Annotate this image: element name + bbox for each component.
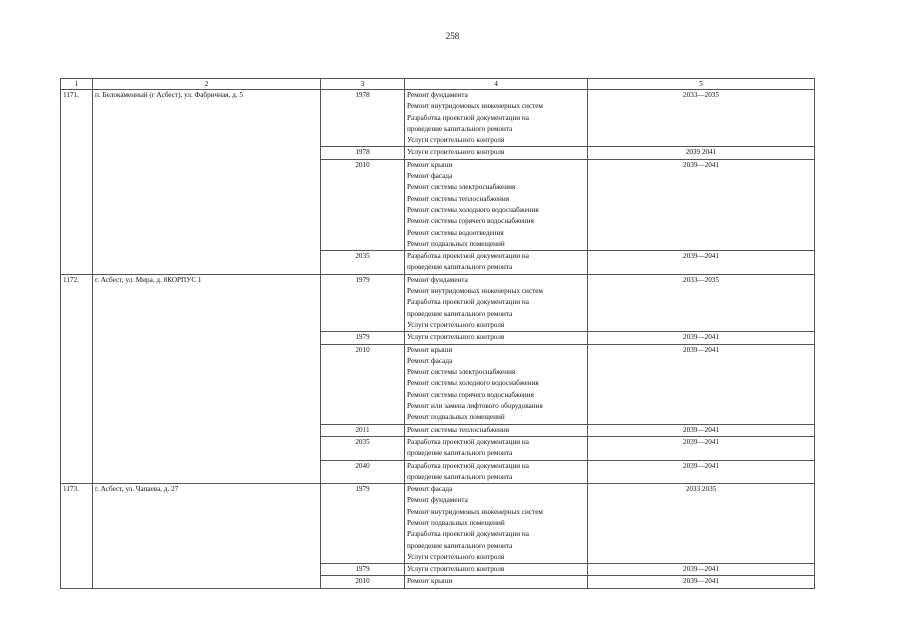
work-item: Разработка проектной документации на <box>407 298 529 307</box>
work-item: проведение капитального ремонта <box>407 449 513 458</box>
work-item: Ремонт крыши <box>407 577 453 586</box>
work-item: проведение капитального ремонта <box>407 124 513 133</box>
work-item: Ремонт подвальных помещений <box>407 413 505 422</box>
works-cell <box>405 576 588 588</box>
works-cell <box>405 159 588 250</box>
table-row <box>61 90 815 147</box>
work-item: Разработка проектной документации на <box>407 530 529 539</box>
period-cell: 2039—2041 <box>588 332 815 344</box>
works-cell <box>405 436 588 460</box>
work-item: Ремонт внутридомовых инженерных систем <box>407 287 543 296</box>
period-cell: 2039—2041 <box>588 424 815 436</box>
works-cell <box>405 251 588 275</box>
work-item: Ремонт подвальных помещений <box>407 239 505 248</box>
period-cell: 2039—2041 <box>588 564 815 576</box>
year-cell: 2010 <box>321 344 405 424</box>
work-item: Ремонт крыши <box>407 160 453 169</box>
year-cell: 2010 <box>321 576 405 588</box>
work-item: Ремонт фасада <box>407 485 453 494</box>
period-cell: 2039—2041 <box>588 576 815 588</box>
item-number: 1172. <box>61 274 93 483</box>
work-item: Ремонт системы теплоснабжения <box>407 425 510 434</box>
year-cell: 2040 <box>321 460 405 484</box>
work-item: Ремонт внутридомовых инженерных систем <box>407 102 543 111</box>
works-cell <box>405 564 588 576</box>
works-cell <box>405 147 588 159</box>
work-item: Ремонт системы теплоснабжения <box>407 194 510 203</box>
work-item: Ремонт фундамента <box>407 275 468 284</box>
table-body <box>61 90 815 589</box>
column-header: 2 <box>93 79 321 90</box>
column-header: 3 <box>321 79 405 90</box>
work-item: Услуги строительного контроля <box>407 320 505 329</box>
period-cell: 2033—2035 <box>588 274 815 331</box>
work-item: Ремонт фундамента <box>407 91 468 99</box>
work-item: проведение капитального ремонта <box>407 472 513 481</box>
work-item: Ремонт крыши <box>407 345 453 354</box>
page-number: 258 <box>445 31 460 41</box>
work-item: Ремонт системы холодного водоснабжения <box>407 379 539 388</box>
year-cell: 1978 <box>321 90 405 147</box>
works-cell <box>405 332 588 344</box>
works-cell <box>405 460 588 484</box>
item-number: 1171. <box>61 90 93 275</box>
period-cell: 2039—2041 <box>588 460 815 484</box>
period-cell: 2039 2041 <box>588 147 815 159</box>
works-cell <box>405 274 588 331</box>
column-header: 5 <box>588 79 815 90</box>
work-item: Разработка проектной документации на <box>407 437 529 446</box>
work-item: Ремонт системы электроснабжения <box>407 368 516 377</box>
work-item: Услуги строительного контроля <box>407 136 505 145</box>
work-item: Услуги строительного контроля <box>407 148 505 157</box>
year-cell: 2035 <box>321 436 405 460</box>
year-cell: 1979 <box>321 564 405 576</box>
period-cell: 2033—2035 <box>588 90 815 147</box>
column-header: 4 <box>405 79 588 90</box>
period-cell: 2039—2041 <box>588 436 815 460</box>
building-address: г. Асбест, ул. Чапаева, д. 27 <box>93 484 321 589</box>
period-cell: 2039—2041 <box>588 251 815 275</box>
period-cell: 2039—2041 <box>588 344 815 424</box>
table-row <box>61 484 815 564</box>
work-item: проведение капитального ремонта <box>407 309 513 318</box>
capital-repair-table <box>60 78 815 589</box>
work-item: Ремонт внутридомовых инженерных систем <box>407 507 543 516</box>
year-cell: 1978 <box>321 147 405 159</box>
work-item: проведение капитального ремонта <box>407 541 513 550</box>
year-cell: 1979 <box>321 274 405 331</box>
year-cell: 2010 <box>321 159 405 250</box>
work-item: Разработка проектной документации на <box>407 461 529 470</box>
works-cell <box>405 344 588 424</box>
period-cell: 2033 2035 <box>588 484 815 564</box>
year-cell: 2011 <box>321 424 405 436</box>
work-item: Разработка проектной документации на <box>407 252 529 261</box>
work-item: проведение капитального ремонта <box>407 263 513 272</box>
work-item: Услуги строительного контроля <box>407 552 505 561</box>
year-cell: 2035 <box>321 251 405 275</box>
work-item: Ремонт фундамента <box>407 496 468 505</box>
item-number: 1173. <box>61 484 93 589</box>
work-item: Ремонт системы горячего водоснабжения <box>407 390 534 399</box>
works-cell <box>405 90 588 147</box>
work-item: Ремонт фасада <box>407 172 453 181</box>
work-item: Ремонт системы водоотведения <box>407 228 504 237</box>
works-cell <box>405 424 588 436</box>
year-cell: 1979 <box>321 484 405 564</box>
building-address: г. Асбест, ул. Мира, д. 8КОРПУС 1 <box>93 274 321 483</box>
work-item: Ремонт подвальных помещений <box>407 518 505 527</box>
table-header-row <box>61 79 815 90</box>
work-item: Ремонт системы электроснабжения <box>407 183 516 192</box>
building-address: п. Белокаменный (г Асбест), ул. Фабричная, д. 5 <box>93 90 321 275</box>
work-item: Ремонт системы горячего водоснабжения <box>407 217 534 226</box>
work-item: Разработка проектной документации на <box>407 113 529 122</box>
year-cell: 1979 <box>321 332 405 344</box>
work-item: Ремонт фасада <box>407 356 453 365</box>
work-item: Ремонт системы холодного водоснабжения <box>407 205 539 214</box>
work-item: Услуги строительного контроля <box>407 333 505 342</box>
table-row <box>61 274 815 331</box>
period-cell: 2039—2041 <box>588 159 815 250</box>
works-cell <box>405 484 588 564</box>
work-item: Ремонт или замена лифтового оборудования <box>407 402 543 411</box>
work-item: Услуги строительного контроля <box>407 565 505 574</box>
column-header: 1 <box>61 79 93 90</box>
